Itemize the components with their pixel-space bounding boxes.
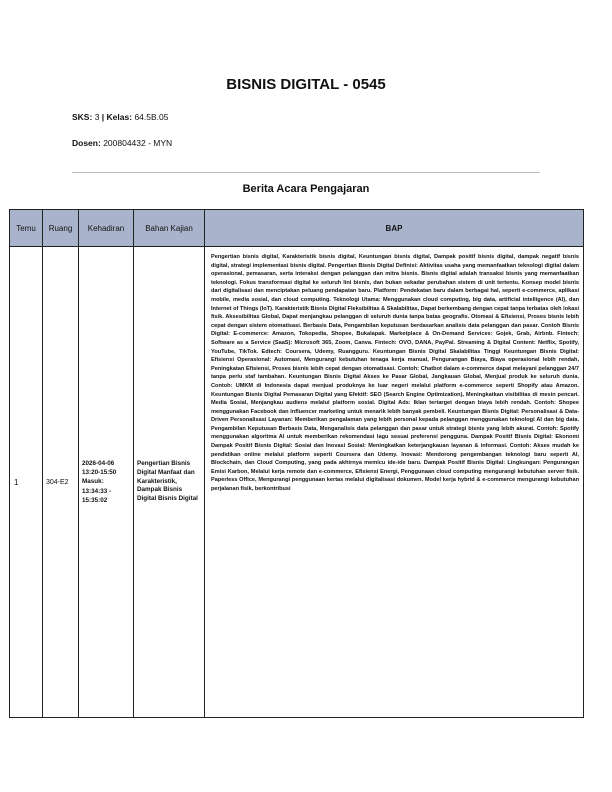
sks-label: SKS: xyxy=(72,112,93,122)
cell-bap xyxy=(205,247,584,718)
col-header-ruang: Ruang xyxy=(43,210,79,247)
bap-text: Pengertian bisnis digital, Karakteristik bisnis digital, Keuntungan bisnis digital, Dampak positif bisnis digital, dampak negatif bisnis digital, strategi implementasi bisnis digital. Pengertian Bisnis Digital Definisi: Aktivitas usaha yang memanfaatkan teknologi digital dalam operasional, pemasaran, serta interaksi dengan pelanggan dan mitra bisnis. Bisnis digital adalah transaksi bisnis yang memanfaatkan teknologi. Fokus transformasi digital ke seluruh lini bisnis, dan bukan sekadar perubahan sistem di unit tertentu. Konsep model bisnis dari digitalisasi dan menciptakan peluang pendapatan baru. Platform: Pendekatan baru dalam berbagai hal, seperti e-commerce, aplikasi mobile, media sosial, dan cloud computing. Teknologi Utama: Menggunakan cloud computing, big data, artificial intelligence (AI), dan Internet of Things (IoT). Karakteristik Bisnis Digital Fleksibilitas & Skalabilitas, Dapat berkembang dengan cepat tanpa terbatas oleh lokasi fisik. Aksesibilitas Global, Dapat menjangkau pelanggan di seluruh dunia tanpa batas geografis. Otomasi & Efisiensi, Proses bisnis lebih cepat dengan sistem otomatisasi. Berbasis Data, Pengambilan keputusan berdasarkan analisis data pelanggan dan pasar. Contoh Bisnis Digital: E-commerce: Amazon, Tokopedia, Shopee, Bukalapak. Marketplace & On-Demand Services: Gojek, Grab, Airbnb. Fintech: Software as a Service (SaaS): Microsoft 365, Zoom, Canva. Fintech: OVO, DANA, PayPal. Streaming & Digital Content: Netflix, Spotify, YouTube, TikTok. Edtech: Coursera, Udemy, Ruangguru. Keuntungan Bisnis Digital Skalabilitas Tinggi Keuntungan Bisnis Digital: Efisiensi Operasional: Automasi, Mengurangi kebutuhan tenaga kerja manual, Pengurangan Biaya, Biaya operasional lebih rendah, Peningkatan Efisiensi, Proses bisnis lebih cepat dengan otomatisasi. Contoh: Chatbot dalam e-commerce dapat melayani pelanggan 24/7 tanpa perlu staf tambahan. Keuntungan Bisnis Digital Akses ke Pasar Global, Jangkauan Global, Menjual produk ke seluruh dunia. Contoh: UMKM di Indonesia dapat menjual produknya ke luar negeri melalui platform e-commerce seperti Shopify atau Amazon. Keuntungan Bisnis Digital Pemasaran Digital yang Efektif: SEO (Search Engine Optimization), Meningkatkan visibilitas di mesin pencari. Media Sosial, Menjangkau audiens melalui platform sosial. Digital Ads: Iklan tertarget dengan biaya lebih rendah. Contoh: Shopee menggunakan Facebook dan influencer marketing untuk menarik lebih banyak pembeli. Keuntungan Bisnis Digital: Personalisasi & Data-Driven Personalisasi Layanan: Memberikan pengalaman yang lebih personal kepada pelanggan menggunakan teknologi AI dan big data. Pengambilan Keputusan Berbasis Data, Menganalisis data pelanggan dan pasar untuk strategi bisnis yang lebih akurat. Contoh: Spotify menggunakan algoritma AI untuk memberikan rekomendasi lagu sesuai preferensi pengguna. Dampak Positif Bisnis Digital: Ekonomi Dampak Positif Bisnis Digital: Sosial dan Inovasi Sosial: Meningkatkan keterjangkauan layanan & informasi. Contoh: Akses mudah ke pendidikan online melalui platform seperti Coursera dan Udemy. Inovasi: Mendorong pengembangan teknologi baru seperti AI, Blockchain, dan Cloud Computing, yang pada akhirnya memicu ide-ide baru. Dampak Positif Bisnis Digital: Lingkungan: Pengurangan Emisi Karbon, Melalui kerja remote dan e-commerce, Efisiensi Energi, Penggunaan cloud computing mengurangi kebutuhan server fisik. Paperless Office, Mengurangi penggunaan kertas melalui digitalisasi dokumen. Model kerja hybrid & e-commerce mengurangi kebutuhan perjalanan fisik, berkontribusi xyxy=(211,254,579,493)
kelas-label: Kelas: xyxy=(106,112,133,122)
col-header-kehadiran: Kehadiran xyxy=(79,210,134,247)
bap-table xyxy=(9,209,584,718)
col-header-bahan-kajian: Bahan Kajian xyxy=(134,210,205,247)
page-title: BISNIS DIGITAL - 0545 xyxy=(226,76,386,93)
col-header-bap: BAP xyxy=(205,210,584,247)
course-meta: SKS: 3 | Kelas: 64.5B.05 xyxy=(72,112,169,122)
section-title: Berita Acara Pengajaran xyxy=(242,183,370,195)
cell-temu: 1 xyxy=(10,247,43,718)
kelas-value: 64.5B.05 xyxy=(134,112,169,122)
table-header-row xyxy=(10,210,584,247)
table-row xyxy=(10,247,584,718)
dosen-value: 200804432 - MYN xyxy=(103,138,173,148)
col-header-temu: Temu xyxy=(10,210,43,247)
sks-value: 3 xyxy=(94,112,100,122)
cell-ruang: 304-E2 xyxy=(43,247,79,718)
lecturer-meta xyxy=(72,138,172,148)
dosen-label: Dosen: xyxy=(72,138,101,148)
cell-bahan-kajian: Pengertian Bisnis Digital Manfaat dan Karakteristik, Dampak Bisnis Digital Bisnis Digital xyxy=(134,247,205,718)
cell-kehadiran: 2026-04-06 13:20-15:50 Masuk: 13:34:33 - 15:35:02 xyxy=(79,247,134,718)
divider xyxy=(72,172,540,173)
